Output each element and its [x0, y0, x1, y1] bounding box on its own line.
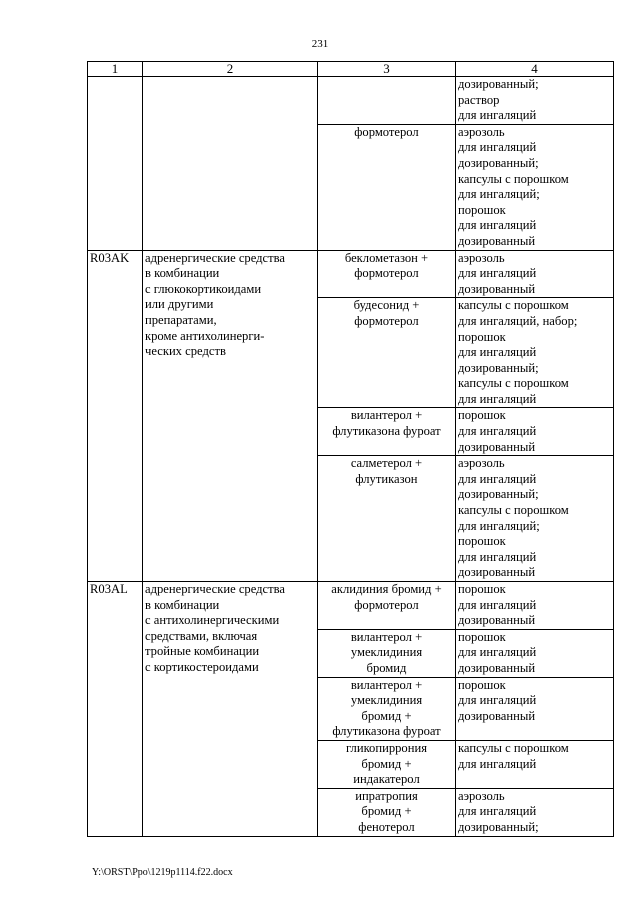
substance-cell: [318, 250, 456, 298]
code-cell-empty: [88, 77, 143, 251]
cell-line: капсулы с порошком: [458, 171, 569, 186]
cell-line: дозированный: [458, 613, 536, 628]
table-header-row: [88, 62, 614, 77]
cell-line: с антихолинергическими: [145, 613, 280, 628]
cell-line: капсулы с порошком: [458, 298, 569, 313]
form-cell: [456, 629, 614, 677]
substance-cell: [318, 77, 456, 125]
cell-line: препаратами,: [145, 312, 217, 327]
cell-line: аклидиния бромид +: [331, 582, 442, 596]
form-cell: [456, 77, 614, 125]
cell-line: с кортикостероидами: [145, 659, 259, 674]
cell-line: для ингаляций: [458, 597, 537, 612]
cell-line: аэрозоль: [458, 456, 505, 471]
table-row: [88, 77, 614, 125]
table-row: [88, 250, 614, 298]
cell-line: для ингаляций: [458, 391, 537, 406]
cell-line: порошок: [458, 629, 506, 644]
cell-line: дозированный;: [458, 487, 539, 502]
cell-line: порошок: [458, 582, 506, 596]
cell-line: бромид: [366, 660, 407, 675]
cell-line: бромид +: [361, 708, 412, 723]
substance-cell: [318, 740, 456, 788]
cell-line: дозированный: [458, 660, 536, 675]
substance-cell: [318, 677, 456, 740]
cell-line: для ингаляций: [458, 218, 537, 233]
cell-line: для ингаляций: [458, 645, 537, 660]
cell-line: аэрозоль: [458, 788, 505, 803]
cell-line: средствами, включая: [145, 628, 258, 643]
cell-line: для ингаляций, набор;: [458, 313, 578, 328]
cell-line: формотерол: [354, 597, 419, 612]
page-number: 231: [311, 38, 329, 50]
cell-line: бромид +: [361, 756, 412, 771]
group-name-cell: [143, 582, 318, 837]
cell-line: будесонид +: [353, 298, 420, 313]
cell-line: формотерол: [354, 313, 419, 328]
form-cell: [456, 740, 614, 788]
cell-line: флутиказона фуроат: [332, 424, 441, 439]
cell-line: дозированный;: [458, 155, 539, 170]
cell-line: порошок: [458, 534, 506, 549]
form-cell: [456, 298, 614, 408]
cell-line: для ингаляций;: [458, 187, 540, 202]
cell-line: дозированный: [458, 439, 536, 454]
cell-line: порошок: [458, 677, 506, 692]
cell-line: для ингаляций: [458, 424, 537, 439]
drug-table: [87, 61, 614, 837]
cell-line: для ингаляций: [458, 471, 537, 486]
substance-cell: [318, 298, 456, 408]
cell-line: ческих средств: [145, 344, 226, 359]
document-path-footer: Y:\ORST\Ppo\1219p1114.f22.docx: [92, 867, 233, 878]
cell-line: умеклидиния: [350, 645, 423, 660]
form-cell: [456, 250, 614, 298]
group-name-cell: [143, 250, 318, 581]
cell-line: вилантерол +: [350, 629, 423, 644]
cell-line: дозированный: [458, 565, 536, 580]
form-cell: [456, 456, 614, 582]
cell-line: умеклидиния: [350, 693, 423, 708]
cell-line: гликопиррония: [346, 740, 427, 755]
cell-line: капсулы с порошком: [458, 503, 569, 518]
cell-line: флутиказона фуроат: [332, 724, 441, 739]
column-header-2: 2: [143, 62, 318, 77]
cell-line: фенотерол: [358, 819, 415, 834]
cell-line: капсулы с порошком: [458, 740, 569, 755]
substance-cell: [318, 582, 456, 630]
substance-cell: [318, 124, 456, 250]
cell-line: адренергические средства: [145, 582, 286, 596]
cell-line: бромид +: [361, 804, 412, 819]
group-cell-empty: [143, 77, 318, 251]
cell-line: дозированный;: [458, 819, 539, 834]
cell-line: салметерол +: [350, 456, 423, 471]
cell-line: ипратропия: [355, 788, 418, 803]
cell-line: или другими: [145, 297, 214, 312]
cell-line: для ингаляций: [458, 693, 537, 708]
cell-line: дозированный: [458, 281, 536, 296]
cell-line: для ингаляций: [458, 804, 537, 819]
cell-line: беклометазон +: [344, 250, 429, 265]
atc-code-cell: R03AK: [88, 250, 143, 581]
cell-line: аэрозоль: [458, 124, 505, 139]
cell-line: порошок: [458, 329, 506, 344]
cell-line: индакатерол: [353, 772, 420, 787]
cell-line: для ингаляций: [458, 266, 537, 281]
cell-line: капсулы с порошком: [458, 376, 569, 391]
substance-cell: [318, 408, 456, 456]
cell-line: для ингаляций: [458, 756, 537, 771]
cell-line: дозированный: [458, 233, 536, 248]
column-header-3: 3: [318, 62, 456, 77]
cell-line: для ингаляций;: [458, 518, 540, 533]
cell-line: для ингаляций: [458, 108, 537, 123]
column-header-4: 4: [456, 62, 614, 77]
substance-cell: [318, 456, 456, 582]
cell-line: для ингаляций: [458, 345, 537, 360]
cell-line: в комбинации: [145, 266, 220, 281]
cell-line: адренергические средства: [145, 250, 286, 265]
cell-line: для ингаляций: [458, 549, 537, 564]
cell-line: порошок: [458, 408, 506, 423]
cell-line: флутиказон: [355, 471, 418, 486]
atc-code-cell: R03AL: [88, 582, 143, 837]
cell-line: в комбинации: [145, 597, 220, 612]
form-cell: [456, 677, 614, 740]
cell-line: дозированный;: [458, 77, 539, 91]
cell-line: вилантерол +: [350, 408, 423, 423]
cell-line: с глюкокортикоидами: [145, 281, 262, 296]
cell-line: порошок: [458, 202, 506, 217]
cell-line: для ингаляций: [458, 140, 537, 155]
substance-cell: [318, 629, 456, 677]
form-cell: [456, 788, 614, 836]
cell-line: аэрозоль: [458, 250, 505, 265]
column-header-1: 1: [88, 62, 143, 77]
cell-line: дозированный: [458, 708, 536, 723]
cell-line: формотерол: [354, 124, 419, 139]
table-row: [88, 582, 614, 630]
cell-line: раствор: [458, 92, 500, 107]
cell-line: формотерол: [354, 266, 419, 281]
cell-line: тройные комбинации: [145, 644, 260, 659]
substance-cell: [318, 788, 456, 836]
form-cell: [456, 582, 614, 630]
form-cell: [456, 408, 614, 456]
cell-line: вилантерол +: [350, 677, 423, 692]
cell-line: дозированный;: [458, 360, 539, 375]
form-cell: [456, 124, 614, 250]
cell-line: кроме антихолинерги-: [145, 328, 265, 343]
